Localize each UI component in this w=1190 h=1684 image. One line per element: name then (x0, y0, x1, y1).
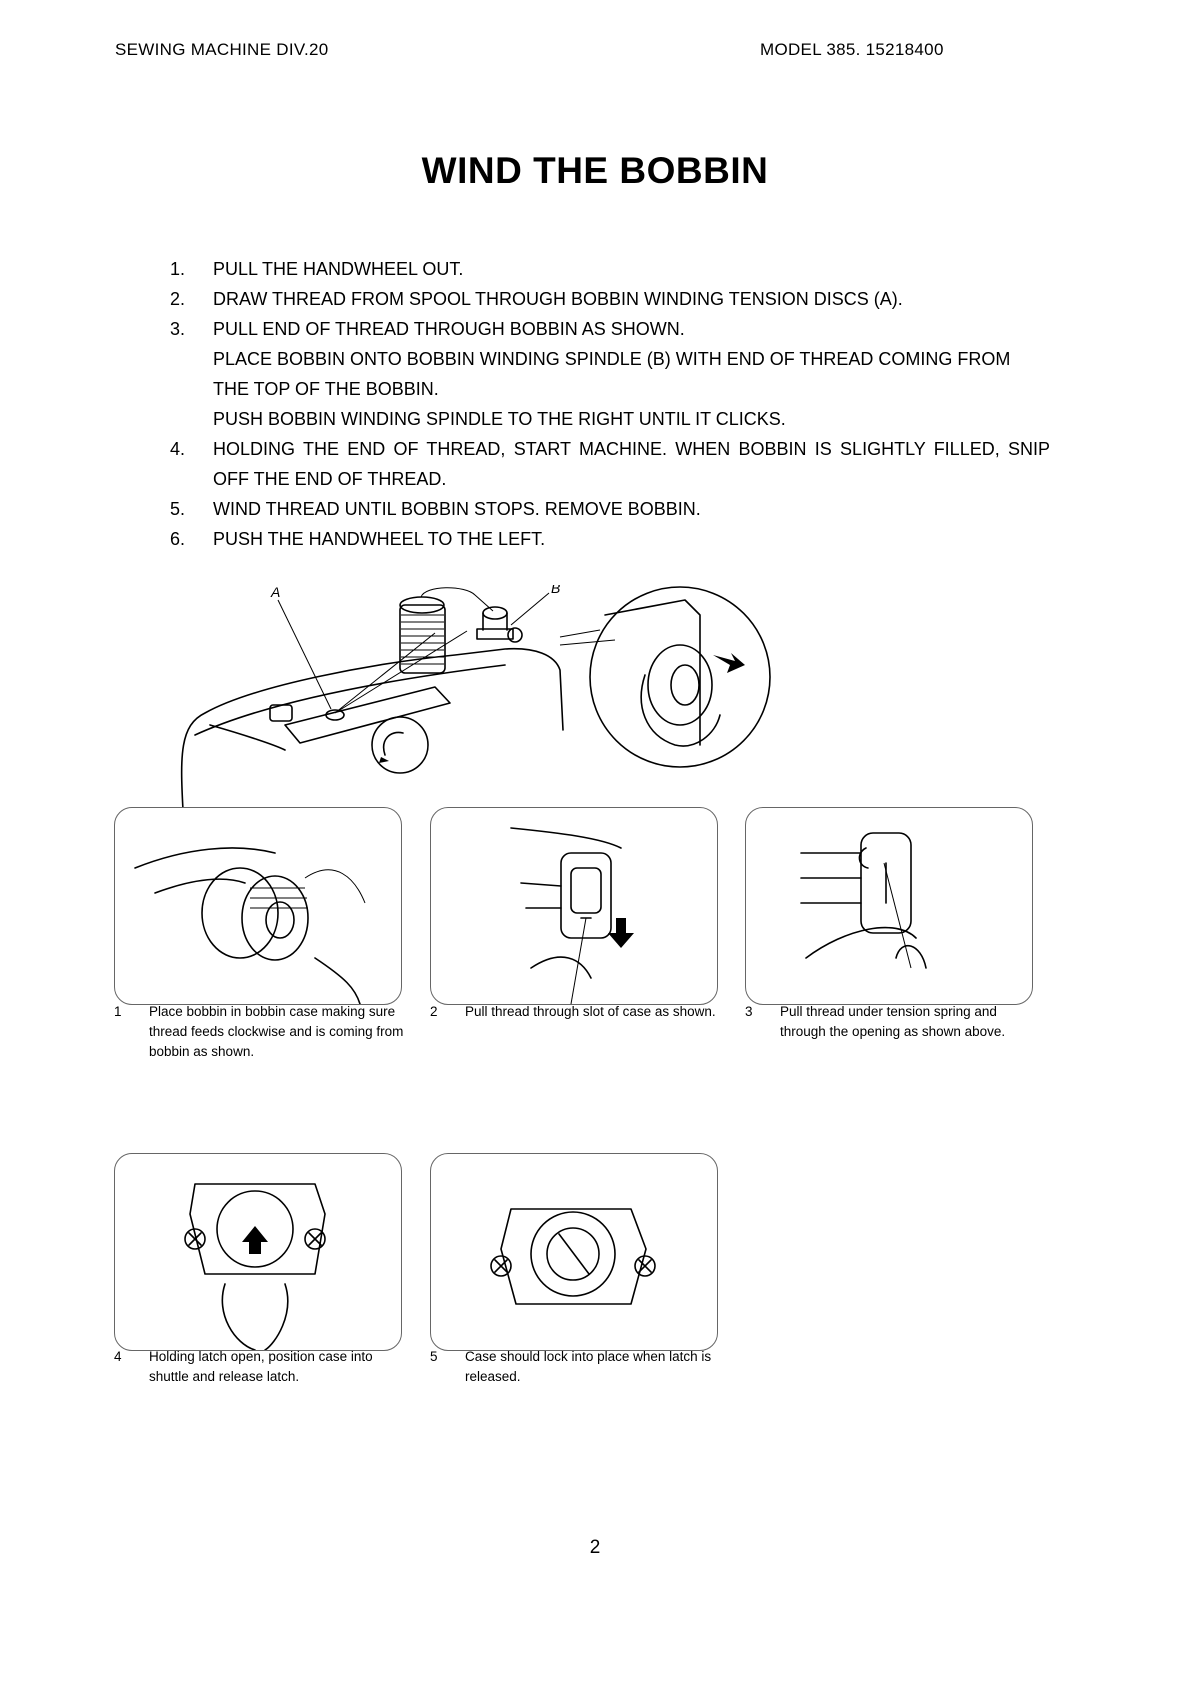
machine-front-curve (210, 725, 285, 750)
step-3 (170, 314, 1050, 434)
thread-path (421, 588, 493, 611)
caption-text: Pull thread under tension spring and through the opening as shown above. (780, 1004, 1006, 1039)
step-4 (170, 434, 1050, 494)
step-number: 1. (170, 259, 186, 279)
case-latch (571, 868, 601, 913)
step-number: 6. (170, 529, 186, 549)
bobbin-winding-illustration (175, 585, 855, 825)
caption-text: Holding latch open, position case into shuttle and release latch. (149, 1349, 373, 1384)
figure-panel-2 (430, 807, 718, 1005)
thread-through-slot-drawing (431, 808, 717, 1004)
caption-text: Pull thread through slot of case as shown. (465, 1004, 716, 1019)
caption-5 (430, 1347, 720, 1387)
figure-panel-5 (430, 1153, 718, 1351)
inset-housing (605, 600, 700, 745)
step-text: PUSH BOBBIN WINDING SPINDLE TO THE RIGHT UNTIL IT CLICKS. (213, 409, 786, 429)
finger-outline (155, 879, 245, 893)
shuttle-outline (501, 1209, 646, 1304)
pull-down-arrow-icon (608, 918, 634, 948)
machine-top-drawing (175, 585, 855, 825)
inset-bobbin-hub (671, 665, 699, 705)
caption-2 (430, 1002, 720, 1022)
caption-4 (114, 1347, 404, 1387)
step-text: WIND THREAD UNTIL BOBBIN STOPS. REMOVE BOBBIN. (213, 499, 701, 519)
finger-tip (896, 946, 926, 968)
step-number: 3. (170, 319, 186, 339)
hand-outline (531, 957, 591, 978)
figure-panel-3 (745, 807, 1033, 1005)
bobbin-in-case-drawing (115, 808, 401, 1004)
spool-thread-lines (401, 615, 444, 664)
step-text: DRAW THREAD FROM SPOOL THROUGH BOBBIN WINDING TENSION DISCS (A). (213, 289, 903, 309)
finger-outline (135, 848, 275, 868)
handwheel-arrow (384, 732, 403, 755)
bobbin-thread (250, 888, 308, 908)
inset-connector (560, 630, 615, 645)
step-text: PLACE BOBBIN ONTO BOBBIN WINDING SPINDLE (B) WITH END OF THREAD COMING FROM THE TOP OF THE BOBBIN. (213, 349, 1011, 399)
arrow-head-icon (379, 757, 389, 763)
page-title: WIND THE BOBBIN (421, 150, 769, 191)
instruction-steps (170, 254, 1050, 554)
step-number: 2. (170, 289, 186, 309)
bobbin (242, 876, 308, 960)
figure-panel-4 (114, 1153, 402, 1351)
caption-number: 1 (114, 1004, 122, 1019)
tension-disc-a (326, 710, 344, 720)
thread-end (305, 870, 365, 903)
step-2 (170, 284, 1050, 314)
finger-outline (801, 853, 861, 903)
step-number: 5. (170, 499, 186, 519)
finger-outline (511, 828, 621, 848)
caption-1 (114, 1002, 404, 1062)
step-text: PULL END OF THREAD THROUGH BOBBIN AS SHOWN. (213, 319, 685, 339)
label-b: B (551, 585, 561, 596)
shuttle-outline (190, 1184, 325, 1274)
case-locked-drawing (431, 1154, 717, 1350)
step-5 (170, 494, 1050, 524)
inset-bobbin (648, 645, 712, 725)
screw-cross (309, 1233, 321, 1245)
header-model-number: MODEL 385. 15218400 (760, 40, 944, 59)
caption-number: 3 (745, 1004, 753, 1019)
step-text: PULL THE HANDWHEEL OUT. (213, 259, 464, 279)
thread-line (571, 918, 586, 1004)
push-right-arrow-icon (713, 653, 745, 673)
step-1 (170, 254, 1050, 284)
position-case-drawing (115, 1154, 401, 1350)
step-text: PUSH THE HANDWHEEL TO THE LEFT. (213, 529, 546, 549)
finger-outline (521, 883, 561, 908)
step-number: 4. (170, 439, 186, 459)
spindle-detail-inset (590, 587, 770, 767)
label-b-leader (511, 593, 549, 625)
page-number: 2 (589, 1537, 601, 1558)
header-section-title: SEWING MACHINE DIV.20 (115, 40, 329, 59)
caption-number: 2 (430, 1004, 438, 1019)
push-up-arrow-icon (242, 1226, 268, 1254)
winder-bobbin (483, 607, 507, 619)
caption-number: 5 (430, 1349, 438, 1364)
label-a-leader (278, 600, 331, 709)
bobbin-case (561, 853, 611, 938)
label-a: A (271, 585, 281, 600)
caption-number: 4 (114, 1349, 122, 1364)
step-text: HOLDING THE END OF THREAD, START MACHINE. WHEN BOBBIN IS SLIGHTLY FILLED, SNIP OFF THE END OF THREAD. (213, 439, 1050, 489)
machine-body-outline (182, 649, 563, 810)
case-latch (559, 1234, 589, 1274)
hand-outline (806, 928, 916, 958)
tension-spring-drawing (746, 808, 1032, 1004)
bobbin-hub (266, 902, 294, 938)
figure-panel-1 (114, 807, 402, 1005)
hand-outline (222, 1284, 287, 1350)
winder-stop (508, 628, 522, 642)
machine-top-edge (195, 665, 505, 735)
step-6 (170, 524, 1050, 554)
handwheel-inset (372, 717, 428, 773)
caption-3 (745, 1002, 1035, 1042)
inset-hand (641, 675, 720, 746)
caption-text: Place bobbin in bobbin case making sure thread feeds clockwise and is coming from bobbin as shown. (149, 1004, 404, 1059)
caption-text: Case should lock into place when latch is released. (465, 1349, 712, 1384)
hand-outline (315, 958, 360, 1004)
